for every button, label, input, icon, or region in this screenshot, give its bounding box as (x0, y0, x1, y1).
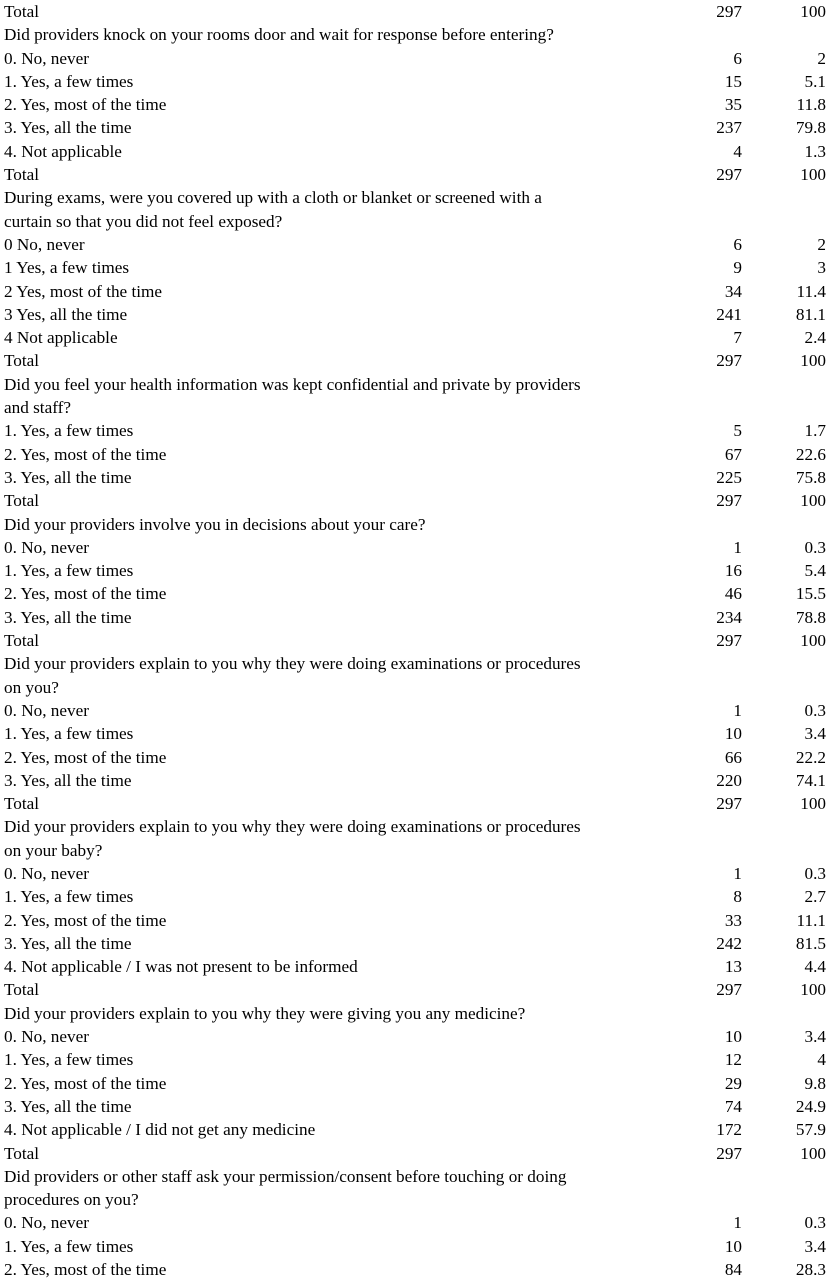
percent-value: 9.8 (804, 1073, 826, 1093)
percent-value: 81.1 (795, 304, 826, 324)
count-value: 74 (724, 1096, 742, 1116)
question-text: on you? (4, 677, 59, 697)
response-option-row (0, 1235, 830, 1258)
response-option-row (0, 1072, 830, 1095)
total-row (0, 629, 830, 652)
count-value: 1 (733, 700, 742, 720)
question-text: Did your providers explain to you why they were doing examinations or procedures (4, 654, 581, 674)
count-value: 16 (724, 561, 742, 581)
percent-value: 100 (800, 491, 826, 511)
response-option-label: 2. Yes, most of the time (4, 444, 167, 464)
percent-value: 0.3 (804, 700, 826, 720)
count-value: 1 (733, 863, 742, 883)
percent-value: 100 (800, 2, 826, 21)
question-text: on your baby? (4, 840, 103, 860)
response-option-row (0, 140, 830, 163)
percent-value: 100 (800, 1143, 826, 1163)
percent-value: 15.5 (795, 584, 826, 604)
question-text: curtain so that you did not feel exposed? (4, 211, 283, 231)
question-text: Did your providers explain to you why they were giving you any medicine? (4, 1003, 526, 1023)
percent-value: 24.9 (795, 1096, 826, 1116)
total-row (0, 1142, 830, 1165)
count-value: 29 (724, 1073, 742, 1093)
question-text: and staff? (4, 398, 71, 418)
response-option-label: 2 Yes, most of the time (4, 281, 163, 301)
question-text: During exams, were you covered up with a cloth or blanket or screened with a (4, 188, 542, 208)
response-option-row (0, 443, 830, 466)
response-option-row (0, 326, 830, 349)
percent-value: 100 (800, 165, 826, 185)
response-option-row (0, 885, 830, 908)
percent-value: 2 (817, 48, 826, 68)
response-option-label: 3. Yes, all the time (4, 770, 132, 790)
total-row (0, 0, 830, 23)
response-option-row (0, 699, 830, 722)
response-option-label: 4. Not applicable / I was not present to be informed (4, 957, 358, 977)
response-option-label: 3 Yes, all the time (4, 304, 128, 324)
count-value: 6 (733, 234, 742, 254)
total-label: Total (4, 1143, 40, 1163)
percent-value: 100 (800, 794, 826, 814)
response-option-label: 1 Yes, a few times (4, 258, 130, 278)
count-value: 67 (724, 444, 742, 464)
response-option-row (0, 233, 830, 256)
count-value: 1 (733, 537, 742, 557)
total-row (0, 792, 830, 815)
question-text: Did your providers involve you in decisions about your care? (4, 514, 426, 534)
percent-value: 11.4 (796, 281, 826, 301)
total-row (0, 978, 830, 1001)
count-value: 237 (716, 118, 742, 138)
response-option-row (0, 1258, 830, 1281)
percent-value: 0.3 (804, 1213, 826, 1233)
percent-value: 57.9 (795, 1120, 826, 1140)
response-option-row (0, 606, 830, 629)
total-row (0, 349, 830, 372)
count-value: 225 (716, 467, 742, 487)
response-option-row (0, 303, 830, 326)
response-option-row (0, 862, 830, 885)
count-value: 10 (724, 1027, 742, 1047)
response-option-row (0, 722, 830, 745)
response-option-row (0, 419, 830, 442)
percent-value: 81.5 (795, 933, 826, 953)
response-option-label: 1. Yes, a few times (4, 421, 134, 441)
response-option-label: 3. Yes, all the time (4, 118, 132, 138)
count-value: 12 (724, 1050, 742, 1070)
response-option-label: 1. Yes, a few times (4, 887, 134, 907)
response-option-label: 4. Not applicable (4, 141, 122, 161)
percent-value: 3.4 (804, 724, 826, 744)
percent-value: 100 (800, 631, 826, 651)
count-value: 15 (724, 71, 742, 91)
percent-value: 1.3 (804, 141, 826, 161)
count-value: 241 (716, 304, 742, 324)
percent-value: 5.4 (804, 561, 826, 581)
count-value: 33 (724, 910, 742, 930)
response-option-label: 2. Yes, most of the time (4, 1073, 167, 1093)
response-option-row (0, 256, 830, 279)
question-text: Did providers or other staff ask your permission/consent before touching or doing (4, 1166, 567, 1186)
response-option-row (0, 466, 830, 489)
response-option-label: 0. No, never (4, 48, 89, 68)
percent-value: 0.3 (804, 537, 826, 557)
percent-value: 3 (817, 258, 826, 278)
percent-value: 5.1 (804, 71, 826, 91)
response-option-label: 0. No, never (4, 1027, 89, 1047)
percent-value: 4.4 (804, 957, 826, 977)
count-value: 297 (716, 1143, 742, 1163)
response-option-row (0, 93, 830, 116)
percent-value: 2.7 (804, 887, 826, 907)
response-option-label: 1. Yes, a few times (4, 71, 134, 91)
count-value: 66 (724, 747, 742, 767)
response-option-row (0, 1095, 830, 1118)
count-value: 297 (716, 351, 742, 371)
response-option-row (0, 1118, 830, 1141)
count-value: 46 (724, 584, 742, 604)
response-option-label: 0. No, never (4, 1213, 89, 1233)
response-option-label: 0. No, never (4, 700, 89, 720)
response-option-label: 2. Yes, most of the time (4, 910, 167, 930)
question-text: procedures on you? (4, 1190, 139, 1210)
percent-value: 3.4 (804, 1236, 826, 1256)
percent-value: 3.4 (804, 1027, 826, 1047)
count-value: 7 (733, 328, 742, 348)
count-value: 297 (716, 631, 742, 651)
percent-value: 100 (800, 980, 826, 1000)
response-option-label: 2. Yes, most of the time (4, 747, 167, 767)
count-value: 172 (716, 1120, 742, 1140)
response-option-row (0, 909, 830, 932)
response-option-label: 2. Yes, most of the time (4, 584, 167, 604)
question-text: Did providers knock on your rooms door and wait for response before entering? (4, 25, 554, 45)
response-option-label: 0. No, never (4, 537, 89, 557)
response-option-label: 1. Yes, a few times (4, 724, 134, 744)
total-label: Total (4, 794, 40, 814)
response-option-row (0, 280, 830, 303)
count-value: 234 (716, 607, 742, 627)
response-option-label: 1. Yes, a few times (4, 1236, 134, 1256)
response-option-row (0, 1025, 830, 1048)
total-label: Total (4, 351, 40, 371)
count-value: 1 (733, 1213, 742, 1233)
count-value: 13 (724, 957, 742, 977)
count-value: 35 (724, 95, 742, 115)
count-value: 9 (733, 258, 742, 278)
question-text: Did you feel your health information was kept confidential and private by providers (4, 374, 581, 394)
response-option-row (0, 559, 830, 582)
count-value: 297 (716, 2, 742, 21)
percent-value: 0.3 (804, 863, 826, 883)
count-value: 5 (733, 421, 742, 441)
percent-value: 22.6 (795, 444, 826, 464)
count-value: 84 (724, 1260, 742, 1280)
total-label: Total (4, 165, 40, 185)
percent-value: 4 (817, 1050, 826, 1070)
response-option-label: 4 Not applicable (4, 328, 118, 348)
count-value: 297 (716, 980, 742, 1000)
percent-value: 28.3 (795, 1260, 826, 1280)
total-row (0, 489, 830, 512)
response-option-label: 2. Yes, most of the time (4, 95, 167, 115)
response-option-row (0, 769, 830, 792)
question-text: Did your providers explain to you why they were doing examinations or procedures (4, 817, 581, 837)
count-value: 6 (733, 48, 742, 68)
response-option-row (0, 47, 830, 70)
percent-value: 78.8 (795, 607, 826, 627)
response-option-row (0, 536, 830, 559)
count-value: 242 (716, 933, 742, 953)
total-label: Total (4, 631, 40, 651)
response-option-row (0, 1048, 830, 1071)
response-option-row (0, 582, 830, 605)
count-value: 8 (733, 887, 742, 907)
percent-value: 2.4 (804, 328, 826, 348)
response-option-label: 3. Yes, all the time (4, 607, 132, 627)
response-option-row (0, 955, 830, 978)
percent-value: 1.7 (804, 421, 826, 441)
percent-value: 11.1 (796, 910, 826, 930)
percent-value: 75.8 (795, 467, 826, 487)
response-option-row (0, 116, 830, 139)
response-option-label: 1. Yes, a few times (4, 1050, 134, 1070)
response-option-row (0, 70, 830, 93)
percent-value: 2 (817, 234, 826, 254)
response-option-row (0, 746, 830, 769)
response-option-label: 3. Yes, all the time (4, 467, 132, 487)
total-label: Total (4, 2, 40, 21)
count-value: 34 (724, 281, 742, 301)
percent-value: 22.2 (795, 747, 826, 767)
total-label: Total (4, 980, 40, 1000)
response-option-label: 1. Yes, a few times (4, 561, 134, 581)
response-option-label: 2. Yes, most of the time (4, 1260, 167, 1280)
count-value: 4 (733, 141, 742, 161)
count-value: 10 (724, 724, 742, 744)
total-row (0, 163, 830, 186)
percent-value: 79.8 (795, 118, 826, 138)
total-label: Total (4, 491, 40, 511)
response-option-label: 0 No, never (4, 234, 85, 254)
count-value: 10 (724, 1236, 742, 1256)
count-value: 297 (716, 491, 742, 511)
response-option-row (0, 1211, 830, 1234)
percent-value: 100 (800, 351, 826, 371)
response-option-label: 0. No, never (4, 863, 89, 883)
count-value: 297 (716, 165, 742, 185)
count-value: 220 (716, 770, 742, 790)
count-value: 297 (716, 794, 742, 814)
percent-value: 74.1 (795, 770, 826, 790)
response-option-label: 3. Yes, all the time (4, 1096, 132, 1116)
response-option-label: 3. Yes, all the time (4, 933, 132, 953)
response-option-label: 4. Not applicable / I did not get any medicine (4, 1120, 316, 1140)
percent-value: 11.8 (796, 95, 826, 115)
response-option-row (0, 932, 830, 955)
